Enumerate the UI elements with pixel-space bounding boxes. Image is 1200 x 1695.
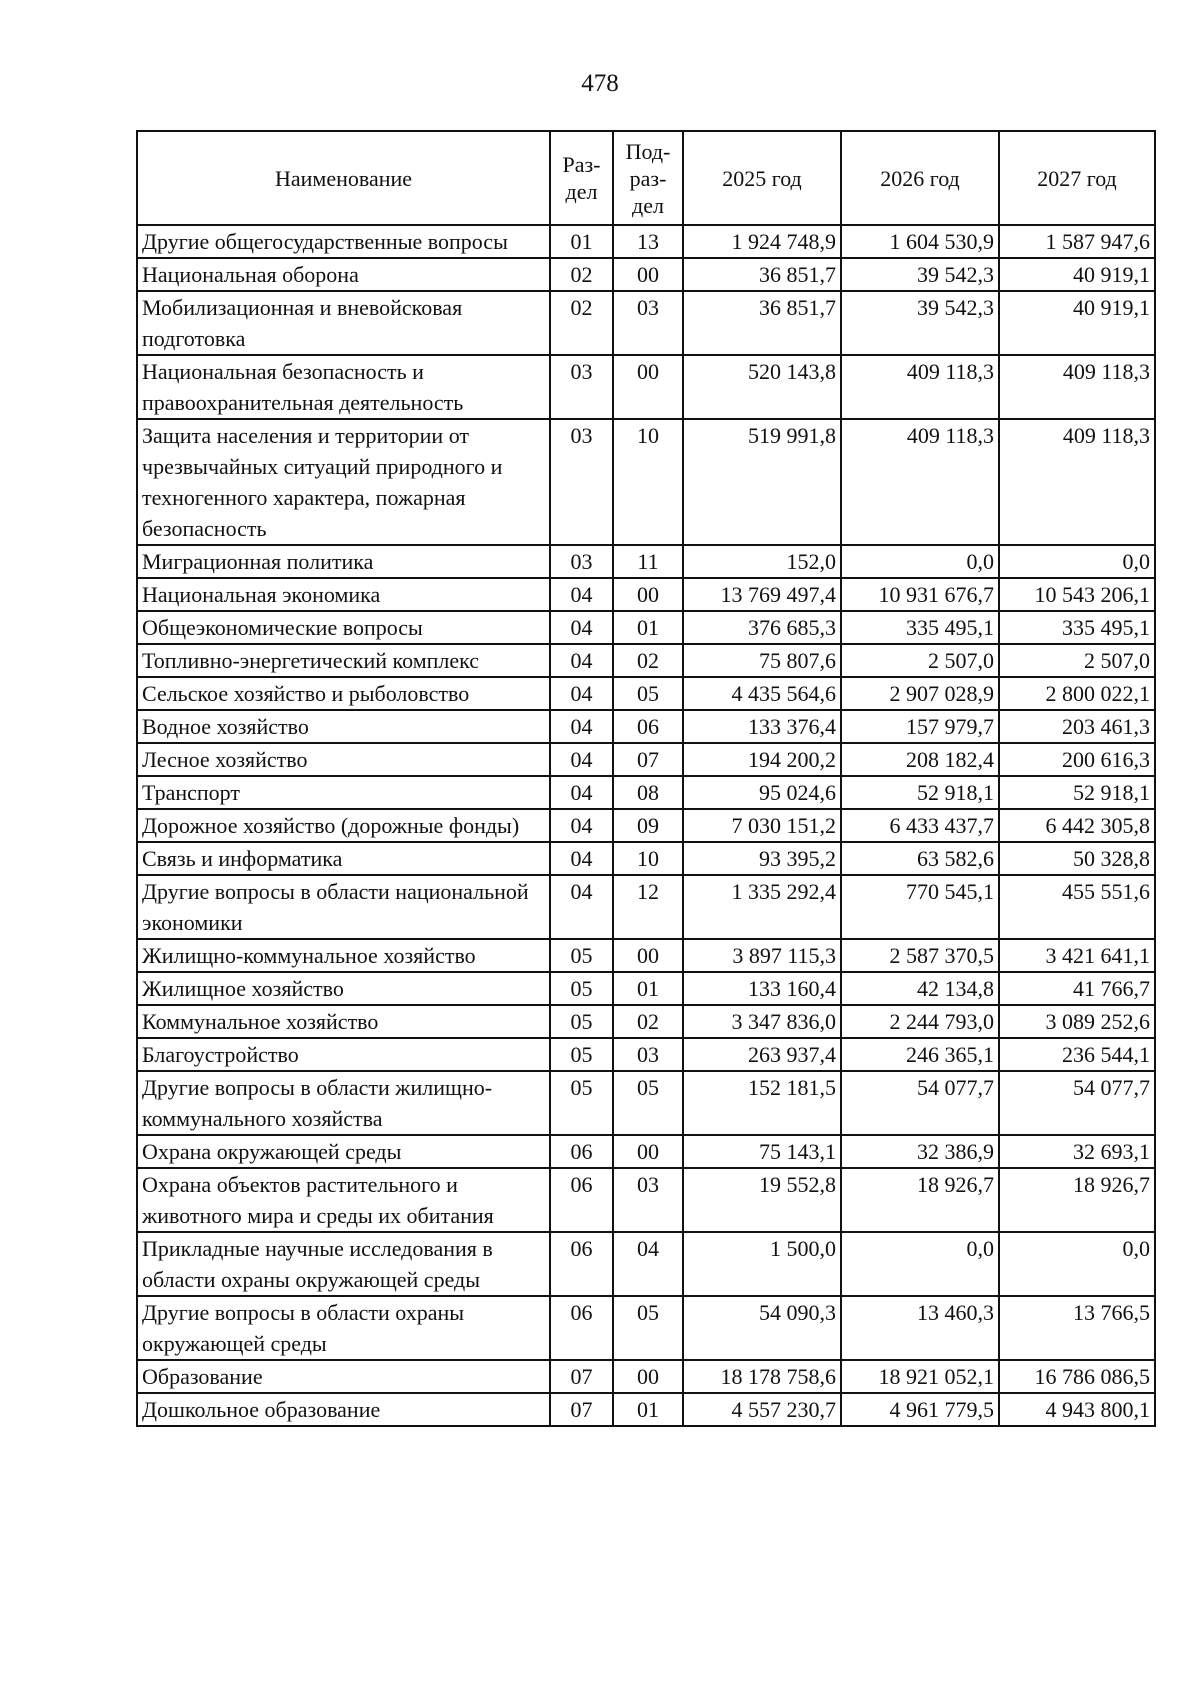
row-subsection: 09 xyxy=(613,809,683,842)
row-section: 05 xyxy=(550,939,613,972)
row-name: Другие вопросы в области охраны окружающей среды xyxy=(137,1296,550,1360)
row-value-2027: 54 077,7 xyxy=(999,1071,1155,1135)
table-row xyxy=(137,578,1155,611)
row-subsection: 00 xyxy=(613,1135,683,1168)
table-row xyxy=(137,419,1155,545)
row-value-2026: 13 460,3 xyxy=(841,1296,999,1360)
row-name: Лесное хозяйство xyxy=(137,743,550,776)
row-value-2027: 455 551,6 xyxy=(999,875,1155,939)
table-row xyxy=(137,939,1155,972)
row-subsection: 00 xyxy=(613,578,683,611)
row-value-2027: 3 089 252,6 xyxy=(999,1005,1155,1038)
row-value-2026: 18 921 052,1 xyxy=(841,1360,999,1393)
row-name: Транспорт xyxy=(137,776,550,809)
row-value-2027: 4 943 800,1 xyxy=(999,1393,1155,1426)
row-section: 04 xyxy=(550,677,613,710)
row-value-2025: 1 500,0 xyxy=(683,1232,841,1296)
table-row xyxy=(137,1360,1155,1393)
row-value-2027: 50 328,8 xyxy=(999,842,1155,875)
row-value-2026: 4 961 779,5 xyxy=(841,1393,999,1426)
row-value-2027: 409 118,3 xyxy=(999,419,1155,545)
table-row xyxy=(137,842,1155,875)
row-name: Коммунальное хозяйство xyxy=(137,1005,550,1038)
row-name: Дорожное хозяйство (дорожные фонды) xyxy=(137,809,550,842)
header-year-2027: 2027 год xyxy=(999,131,1155,225)
row-name: Прикладные научные исследования в области охраны окружающей среды xyxy=(137,1232,550,1296)
row-subsection: 04 xyxy=(613,1232,683,1296)
row-section: 07 xyxy=(550,1360,613,1393)
row-section: 04 xyxy=(550,743,613,776)
table-row xyxy=(137,1135,1155,1168)
row-value-2027: 6 442 305,8 xyxy=(999,809,1155,842)
row-value-2026: 0,0 xyxy=(841,1232,999,1296)
row-value-2025: 3 897 115,3 xyxy=(683,939,841,972)
row-value-2027: 203 461,3 xyxy=(999,710,1155,743)
row-section: 04 xyxy=(550,644,613,677)
page-number: 478 xyxy=(581,70,619,97)
table-row xyxy=(137,972,1155,1005)
row-subsection: 02 xyxy=(613,1005,683,1038)
row-value-2025: 75 143,1 xyxy=(683,1135,841,1168)
row-value-2025: 519 991,8 xyxy=(683,419,841,545)
row-value-2026: 409 118,3 xyxy=(841,355,999,419)
row-subsection: 11 xyxy=(613,545,683,578)
row-value-2026: 2 907 028,9 xyxy=(841,677,999,710)
row-section: 03 xyxy=(550,355,613,419)
row-name: Общеэкономические вопросы xyxy=(137,611,550,644)
row-value-2026: 208 182,4 xyxy=(841,743,999,776)
row-section: 04 xyxy=(550,611,613,644)
row-section: 04 xyxy=(550,578,613,611)
row-value-2025: 4 435 564,6 xyxy=(683,677,841,710)
row-section: 06 xyxy=(550,1135,613,1168)
row-value-2027: 16 786 086,5 xyxy=(999,1360,1155,1393)
row-value-2027: 335 495,1 xyxy=(999,611,1155,644)
row-value-2026: 6 433 437,7 xyxy=(841,809,999,842)
row-value-2027: 3 421 641,1 xyxy=(999,939,1155,972)
row-value-2026: 335 495,1 xyxy=(841,611,999,644)
row-subsection: 08 xyxy=(613,776,683,809)
row-value-2026: 2 507,0 xyxy=(841,644,999,677)
row-value-2025: 18 178 758,6 xyxy=(683,1360,841,1393)
row-value-2027: 0,0 xyxy=(999,1232,1155,1296)
row-section: 04 xyxy=(550,875,613,939)
table-row xyxy=(137,776,1155,809)
row-value-2025: 93 395,2 xyxy=(683,842,841,875)
row-section: 06 xyxy=(550,1168,613,1232)
table-row xyxy=(137,611,1155,644)
header-section: Раз- дел xyxy=(550,131,613,225)
row-value-2025: 7 030 151,2 xyxy=(683,809,841,842)
row-value-2027: 236 544,1 xyxy=(999,1038,1155,1071)
table-header-row xyxy=(137,131,1155,225)
row-subsection: 03 xyxy=(613,1038,683,1071)
table-body xyxy=(137,225,1155,1426)
row-name: Топливно-энергетический комплекс xyxy=(137,644,550,677)
row-section: 02 xyxy=(550,258,613,291)
row-subsection: 10 xyxy=(613,419,683,545)
row-section: 01 xyxy=(550,225,613,258)
table-row xyxy=(137,644,1155,677)
table-row xyxy=(137,710,1155,743)
row-section: 03 xyxy=(550,545,613,578)
row-subsection: 03 xyxy=(613,291,683,355)
row-value-2025: 1 924 748,9 xyxy=(683,225,841,258)
row-section: 05 xyxy=(550,972,613,1005)
row-subsection: 12 xyxy=(613,875,683,939)
header-subsection: Под- раз- дел xyxy=(613,131,683,225)
row-value-2025: 520 143,8 xyxy=(683,355,841,419)
row-value-2026: 39 542,3 xyxy=(841,258,999,291)
row-section: 04 xyxy=(550,842,613,875)
row-subsection: 10 xyxy=(613,842,683,875)
row-value-2026: 63 582,6 xyxy=(841,842,999,875)
row-section: 05 xyxy=(550,1038,613,1071)
table-row xyxy=(137,355,1155,419)
row-name: Связь и информатика xyxy=(137,842,550,875)
row-section: 04 xyxy=(550,710,613,743)
row-value-2026: 0,0 xyxy=(841,545,999,578)
table-row xyxy=(137,1393,1155,1426)
row-subsection: 06 xyxy=(613,710,683,743)
table-row xyxy=(137,258,1155,291)
row-section: 06 xyxy=(550,1296,613,1360)
row-name: Охрана объектов растительного и животного мира и среды их обитания xyxy=(137,1168,550,1232)
row-section: 04 xyxy=(550,809,613,842)
row-subsection: 05 xyxy=(613,1296,683,1360)
table-row xyxy=(137,225,1155,258)
row-subsection: 01 xyxy=(613,611,683,644)
row-value-2026: 18 926,7 xyxy=(841,1168,999,1232)
row-value-2025: 36 851,7 xyxy=(683,291,841,355)
row-name: Образование xyxy=(137,1360,550,1393)
row-value-2025: 13 769 497,4 xyxy=(683,578,841,611)
row-value-2026: 10 931 676,7 xyxy=(841,578,999,611)
row-value-2026: 54 077,7 xyxy=(841,1071,999,1135)
row-name: Другие вопросы в области жилищно-коммунального хозяйства xyxy=(137,1071,550,1135)
row-subsection: 00 xyxy=(613,1360,683,1393)
row-name: Жилищное хозяйство xyxy=(137,972,550,1005)
row-value-2025: 194 200,2 xyxy=(683,743,841,776)
row-name: Национальная экономика xyxy=(137,578,550,611)
row-section: 06 xyxy=(550,1232,613,1296)
row-value-2026: 1 604 530,9 xyxy=(841,225,999,258)
row-value-2026: 246 365,1 xyxy=(841,1038,999,1071)
row-subsection: 00 xyxy=(613,939,683,972)
row-section: 07 xyxy=(550,1393,613,1426)
row-value-2026: 2 587 370,5 xyxy=(841,939,999,972)
row-section: 04 xyxy=(550,776,613,809)
row-name: Мобилизационная и вневойсковая подготовка xyxy=(137,291,550,355)
row-section: 05 xyxy=(550,1005,613,1038)
row-value-2027: 2 800 022,1 xyxy=(999,677,1155,710)
row-subsection: 01 xyxy=(613,972,683,1005)
row-value-2027: 10 543 206,1 xyxy=(999,578,1155,611)
row-value-2025: 133 376,4 xyxy=(683,710,841,743)
table-row xyxy=(137,1296,1155,1360)
row-subsection: 05 xyxy=(613,677,683,710)
row-value-2025: 152 181,5 xyxy=(683,1071,841,1135)
row-value-2025: 75 807,6 xyxy=(683,644,841,677)
table-row xyxy=(137,809,1155,842)
row-name: Другие общегосударственные вопросы xyxy=(137,225,550,258)
table-row xyxy=(137,1071,1155,1135)
row-name: Сельское хозяйство и рыболовство xyxy=(137,677,550,710)
row-subsection: 00 xyxy=(613,355,683,419)
row-value-2027: 41 766,7 xyxy=(999,972,1155,1005)
row-value-2027: 52 918,1 xyxy=(999,776,1155,809)
row-name: Миграционная политика xyxy=(137,545,550,578)
row-value-2025: 36 851,7 xyxy=(683,258,841,291)
header-year-2025: 2025 год xyxy=(683,131,841,225)
row-value-2025: 3 347 836,0 xyxy=(683,1005,841,1038)
row-name: Водное хозяйство xyxy=(137,710,550,743)
row-section: 03 xyxy=(550,419,613,545)
row-value-2025: 1 335 292,4 xyxy=(683,875,841,939)
row-section: 02 xyxy=(550,291,613,355)
row-subsection: 05 xyxy=(613,1071,683,1135)
row-section: 05 xyxy=(550,1071,613,1135)
row-value-2027: 32 693,1 xyxy=(999,1135,1155,1168)
row-value-2027: 13 766,5 xyxy=(999,1296,1155,1360)
row-value-2026: 770 545,1 xyxy=(841,875,999,939)
row-value-2027: 2 507,0 xyxy=(999,644,1155,677)
row-value-2026: 39 542,3 xyxy=(841,291,999,355)
row-value-2026: 32 386,9 xyxy=(841,1135,999,1168)
row-value-2027: 40 919,1 xyxy=(999,258,1155,291)
row-value-2027: 0,0 xyxy=(999,545,1155,578)
row-name: Охрана окружающей среды xyxy=(137,1135,550,1168)
row-name: Дошкольное образование xyxy=(137,1393,550,1426)
row-subsection: 13 xyxy=(613,225,683,258)
row-value-2025: 95 024,6 xyxy=(683,776,841,809)
row-value-2025: 19 552,8 xyxy=(683,1168,841,1232)
row-value-2025: 376 685,3 xyxy=(683,611,841,644)
row-value-2025: 133 160,4 xyxy=(683,972,841,1005)
table-row xyxy=(137,1038,1155,1071)
table-row xyxy=(137,1005,1155,1038)
table-row xyxy=(137,743,1155,776)
row-value-2027: 1 587 947,6 xyxy=(999,225,1155,258)
row-value-2026: 2 244 793,0 xyxy=(841,1005,999,1038)
row-value-2025: 152,0 xyxy=(683,545,841,578)
table-row xyxy=(137,1168,1155,1232)
table-row xyxy=(137,291,1155,355)
row-name: Жилищно-коммунальное хозяйство xyxy=(137,939,550,972)
budget-table xyxy=(136,130,1156,1427)
row-name: Другие вопросы в области национальной экономики xyxy=(137,875,550,939)
row-value-2025: 4 557 230,7 xyxy=(683,1393,841,1426)
table-row xyxy=(137,875,1155,939)
row-subsection: 02 xyxy=(613,644,683,677)
row-value-2027: 409 118,3 xyxy=(999,355,1155,419)
row-value-2026: 42 134,8 xyxy=(841,972,999,1005)
row-value-2026: 52 918,1 xyxy=(841,776,999,809)
row-value-2026: 157 979,7 xyxy=(841,710,999,743)
row-value-2027: 200 616,3 xyxy=(999,743,1155,776)
row-subsection: 00 xyxy=(613,258,683,291)
row-value-2027: 40 919,1 xyxy=(999,291,1155,355)
table-row xyxy=(137,545,1155,578)
row-subsection: 03 xyxy=(613,1168,683,1232)
row-value-2025: 54 090,3 xyxy=(683,1296,841,1360)
table-row xyxy=(137,1232,1155,1296)
row-name: Национальная оборона xyxy=(137,258,550,291)
row-name: Национальная безопасность и правоохранительная деятельность xyxy=(137,355,550,419)
row-value-2025: 263 937,4 xyxy=(683,1038,841,1071)
table-row xyxy=(137,677,1155,710)
row-subsection: 07 xyxy=(613,743,683,776)
header-year-2026: 2026 год xyxy=(841,131,999,225)
row-subsection: 01 xyxy=(613,1393,683,1426)
row-name: Благоустройство xyxy=(137,1038,550,1071)
row-name: Защита населения и территории от чрезвычайных ситуаций природного и техногенного характера, пожарная безопасность xyxy=(137,419,550,545)
header-name: Наименование xyxy=(137,131,550,225)
row-value-2027: 18 926,7 xyxy=(999,1168,1155,1232)
row-value-2026: 409 118,3 xyxy=(841,419,999,545)
